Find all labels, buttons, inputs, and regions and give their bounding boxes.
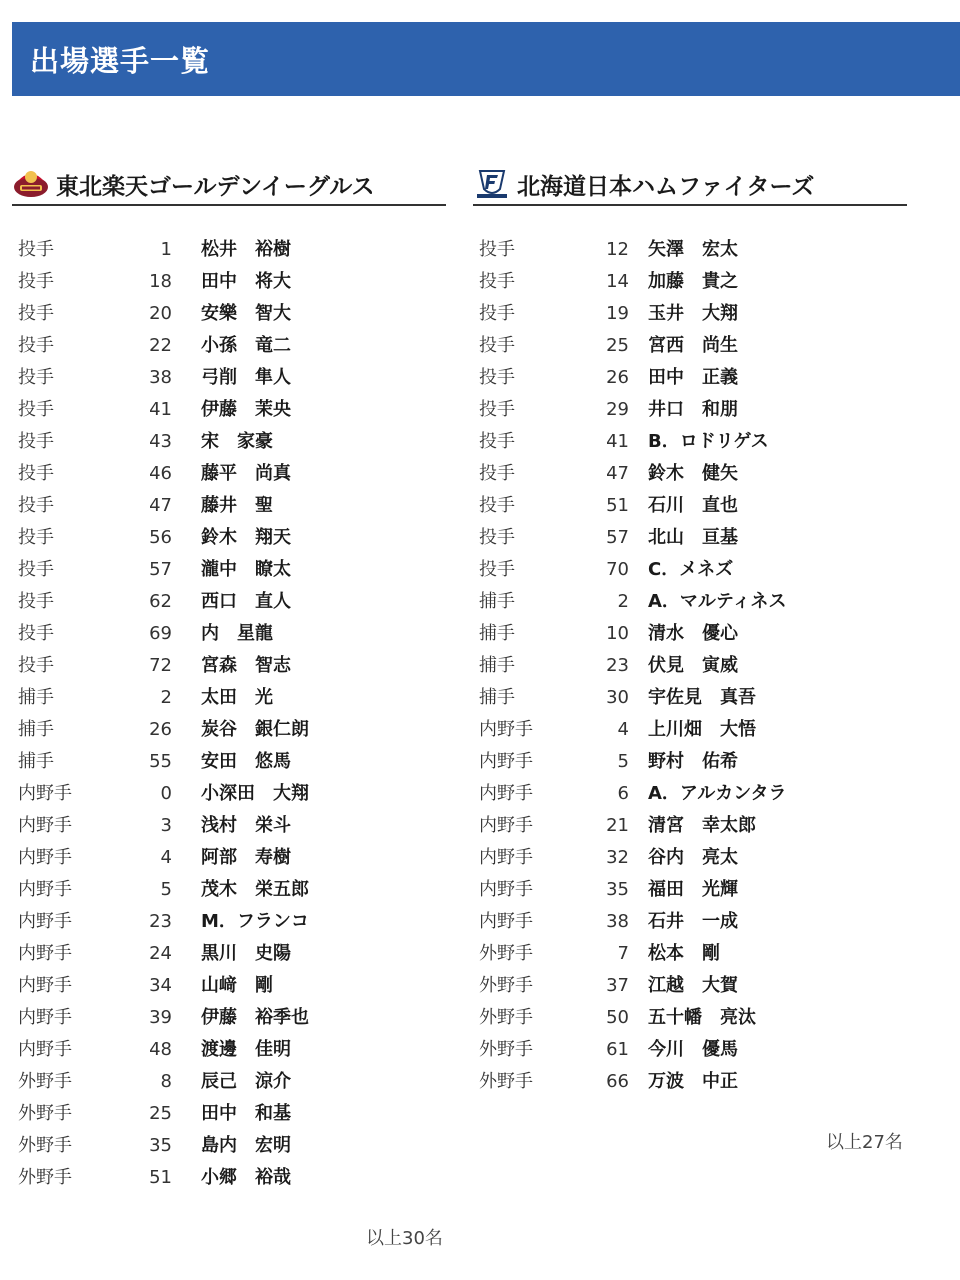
player-row	[18, 1098, 438, 1130]
player-name: 浅村 栄斗	[201, 815, 291, 836]
player-position: 内野手	[479, 783, 533, 804]
player-row	[479, 810, 899, 842]
player-row	[18, 1034, 438, 1066]
player-number: 62	[149, 591, 172, 612]
player-number: 3	[160, 815, 172, 836]
player-name: 田中 将大	[201, 271, 291, 292]
player-number: 70	[606, 559, 629, 580]
player-position: 外野手	[18, 1103, 72, 1124]
player-position: 外野手	[479, 975, 533, 996]
player-name: 黒川 史陽	[201, 943, 291, 964]
player-position: 内野手	[18, 1039, 72, 1060]
player-name: 阿部 寿樹	[201, 847, 291, 868]
player-row	[479, 938, 899, 970]
player-position: 外野手	[479, 1007, 533, 1028]
player-name: 茂木 栄五郎	[201, 879, 309, 900]
player-row	[18, 746, 438, 778]
player-position: 投手	[18, 495, 54, 516]
player-position: 外野手	[479, 943, 533, 964]
player-name: A．マルティネス	[648, 591, 787, 612]
player-position: 捕手	[479, 655, 515, 676]
player-position: 捕手	[479, 623, 515, 644]
player-number: 30	[606, 687, 629, 708]
team-name: 東北楽天ゴールデンイーグルス	[56, 173, 375, 200]
player-row	[18, 970, 438, 1002]
player-name: 内 星龍	[201, 623, 273, 644]
player-position: 投手	[18, 399, 54, 420]
player-position: 投手	[18, 527, 54, 548]
player-number: 8	[160, 1071, 172, 1092]
player-name: 松本 剛	[648, 943, 720, 964]
player-name: 松井 裕樹	[201, 239, 291, 260]
player-row	[18, 1002, 438, 1034]
player-row	[479, 330, 899, 362]
player-number: 2	[617, 591, 629, 612]
player-name: 西口 直人	[201, 591, 291, 612]
player-position: 投手	[18, 271, 54, 292]
player-name: 渡邊 佳明	[201, 1039, 291, 1060]
team-section-fighters	[473, 166, 907, 1092]
player-position: 投手	[479, 335, 515, 356]
player-number: 25	[149, 1103, 172, 1124]
player-position: 内野手	[18, 815, 72, 836]
player-number: 0	[160, 783, 172, 804]
player-name: 弓削 隼人	[201, 367, 291, 388]
player-number: 38	[149, 367, 172, 388]
player-row	[479, 586, 899, 618]
player-position: 投手	[18, 655, 54, 676]
player-name: M．フランコ	[201, 911, 309, 932]
player-position: 投手	[479, 303, 515, 324]
player-number: 6	[617, 783, 629, 804]
player-position: 内野手	[18, 911, 72, 932]
player-row	[479, 746, 899, 778]
player-row	[479, 490, 899, 522]
player-number: 37	[606, 975, 629, 996]
player-position: 投手	[18, 335, 54, 356]
player-number: 23	[606, 655, 629, 676]
player-number: 41	[606, 431, 629, 452]
player-number: 2	[160, 687, 172, 708]
player-position: 投手	[479, 463, 515, 484]
player-row	[18, 682, 438, 714]
player-row	[479, 522, 899, 554]
player-position: 投手	[18, 559, 54, 580]
player-roster	[18, 234, 438, 1194]
player-row	[479, 266, 899, 298]
team-section-eagles	[12, 166, 446, 1188]
player-position: 投手	[18, 431, 54, 452]
player-name: 谷内 亮太	[648, 847, 738, 868]
player-number: 46	[149, 463, 172, 484]
player-number: 51	[606, 495, 629, 516]
player-row	[479, 970, 899, 1002]
player-position: 捕手	[18, 687, 54, 708]
player-position: 投手	[18, 591, 54, 612]
player-position: 内野手	[479, 815, 533, 836]
player-row	[479, 1066, 899, 1098]
player-position: 投手	[18, 623, 54, 644]
player-name: 上川畑 大悟	[648, 719, 756, 740]
player-name: 伊藤 裕季也	[201, 1007, 309, 1028]
player-name: C．メネズ	[648, 559, 734, 580]
player-name: 辰己 涼介	[201, 1071, 291, 1092]
player-name: 福田 光輝	[648, 879, 738, 900]
player-position: 投手	[479, 431, 515, 452]
player-name: 北山 亘基	[648, 527, 738, 548]
player-number: 69	[149, 623, 172, 644]
player-number: 38	[606, 911, 629, 932]
player-row	[479, 554, 899, 586]
player-position: 内野手	[18, 847, 72, 868]
player-row	[18, 810, 438, 842]
player-row	[479, 458, 899, 490]
player-position: 内野手	[18, 943, 72, 964]
player-number: 26	[606, 367, 629, 388]
player-name: 太田 光	[201, 687, 273, 708]
player-position: 投手	[479, 367, 515, 388]
total-count-eagles: 以上30名	[366, 1228, 443, 1249]
player-position: 内野手	[479, 751, 533, 772]
player-position: 内野手	[479, 879, 533, 900]
player-name: 宮森 智志	[201, 655, 291, 676]
player-name: 安田 悠馬	[201, 751, 291, 772]
player-number: 29	[606, 399, 629, 420]
player-position: 投手	[18, 239, 54, 260]
player-row	[18, 554, 438, 586]
player-name: 清水 優心	[648, 623, 738, 644]
player-name: 鈴木 健矢	[648, 463, 738, 484]
player-position: 投手	[479, 527, 515, 548]
player-position: 捕手	[18, 719, 54, 740]
player-number: 50	[606, 1007, 629, 1028]
player-number: 72	[149, 655, 172, 676]
player-position: 外野手	[18, 1135, 72, 1156]
player-row	[479, 906, 899, 938]
player-number: 34	[149, 975, 172, 996]
player-number: 26	[149, 719, 172, 740]
player-position: 外野手	[479, 1039, 533, 1060]
player-name: 安樂 智大	[201, 303, 291, 324]
player-row	[18, 618, 438, 650]
player-name: 玉井 大翔	[648, 303, 738, 324]
player-number: 25	[606, 335, 629, 356]
player-number: 7	[617, 943, 629, 964]
player-position: 捕手	[18, 751, 54, 772]
player-number: 4	[160, 847, 172, 868]
player-name: 宮西 尚生	[648, 335, 738, 356]
player-position: 内野手	[479, 719, 533, 740]
player-row	[479, 394, 899, 426]
player-row	[18, 586, 438, 618]
player-number: 61	[606, 1039, 629, 1060]
team-header	[473, 166, 907, 206]
player-row	[18, 1066, 438, 1098]
player-number: 51	[149, 1167, 172, 1188]
player-number: 47	[149, 495, 172, 516]
player-row	[18, 330, 438, 362]
player-name: 伏見 寅威	[648, 655, 738, 676]
player-name: 藤平 尚真	[201, 463, 291, 484]
fighters-logo-icon	[473, 167, 511, 201]
player-row	[18, 394, 438, 426]
player-name: 野村 佑希	[648, 751, 738, 772]
player-number: 35	[606, 879, 629, 900]
player-name: 小郷 裕哉	[201, 1167, 291, 1188]
eagles-logo-icon	[12, 167, 50, 201]
player-number: 23	[149, 911, 172, 932]
player-row	[479, 234, 899, 266]
player-row	[18, 522, 438, 554]
total-count-fighters: 以上27名	[826, 1132, 903, 1153]
player-row	[18, 362, 438, 394]
player-name: 清宮 幸太郎	[648, 815, 756, 836]
player-name: 伊藤 茉央	[201, 399, 291, 420]
player-row	[479, 426, 899, 458]
player-row	[18, 650, 438, 682]
player-number: 5	[617, 751, 629, 772]
player-number: 48	[149, 1039, 172, 1060]
player-name: 矢澤 宏太	[648, 239, 738, 260]
player-row	[479, 682, 899, 714]
player-row	[18, 842, 438, 874]
player-position: 内野手	[18, 975, 72, 996]
player-name: 井口 和朋	[648, 399, 738, 420]
player-row	[18, 298, 438, 330]
player-row	[18, 938, 438, 970]
player-number: 57	[606, 527, 629, 548]
player-row	[18, 266, 438, 298]
player-position: 外野手	[18, 1167, 72, 1188]
player-number: 43	[149, 431, 172, 452]
player-position: 投手	[479, 271, 515, 292]
player-row	[479, 362, 899, 394]
player-number: 1	[160, 239, 172, 260]
player-name: 炭谷 銀仁朗	[201, 719, 309, 740]
player-number: 10	[606, 623, 629, 644]
player-name: 藤井 聖	[201, 495, 273, 516]
player-row	[18, 1130, 438, 1162]
player-number: 39	[149, 1007, 172, 1028]
player-position: 投手	[479, 559, 515, 580]
player-position: 外野手	[479, 1071, 533, 1092]
player-row	[479, 1034, 899, 1066]
player-name: 瀧中 瞭太	[201, 559, 291, 580]
player-name: 田中 和基	[201, 1103, 291, 1124]
player-position: 投手	[479, 239, 515, 260]
player-name: 宇佐見 真吾	[648, 687, 756, 708]
player-name: 鈴木 翔天	[201, 527, 291, 548]
player-number: 55	[149, 751, 172, 772]
player-name: 今川 優馬	[648, 1039, 738, 1060]
player-row	[479, 298, 899, 330]
player-row	[18, 458, 438, 490]
team-header	[12, 166, 446, 206]
player-position: 内野手	[18, 879, 72, 900]
player-position: 投手	[18, 367, 54, 388]
player-number: 20	[149, 303, 172, 324]
player-name: 石川 直也	[648, 495, 738, 516]
player-row	[479, 842, 899, 874]
player-name: 田中 正義	[648, 367, 738, 388]
player-row	[18, 234, 438, 266]
player-number: 35	[149, 1135, 172, 1156]
player-row	[479, 874, 899, 906]
player-number: 19	[606, 303, 629, 324]
player-position: 投手	[18, 463, 54, 484]
player-number: 41	[149, 399, 172, 420]
player-name: 万波 中正	[648, 1071, 738, 1092]
player-name: 山﨑 剛	[201, 975, 273, 996]
player-name: 江越 大賀	[648, 975, 738, 996]
player-row	[479, 778, 899, 810]
page-header-banner	[12, 22, 960, 96]
player-position: 内野手	[479, 911, 533, 932]
player-position: 外野手	[18, 1071, 72, 1092]
player-position: 投手	[18, 303, 54, 324]
player-position: 捕手	[479, 591, 515, 612]
player-row	[18, 778, 438, 810]
player-name: 石井 一成	[648, 911, 738, 932]
player-number: 56	[149, 527, 172, 548]
player-number: 12	[606, 239, 629, 260]
team-name: 北海道日本ハムファイターズ	[517, 173, 815, 200]
player-position: 捕手	[479, 687, 515, 708]
player-name: 五十幡 亮汰	[648, 1007, 756, 1028]
player-name: B．ロドリゲス	[648, 431, 769, 452]
player-number: 18	[149, 271, 172, 292]
player-row	[18, 490, 438, 522]
player-number: 22	[149, 335, 172, 356]
player-row	[18, 874, 438, 906]
player-number: 4	[617, 719, 629, 740]
player-row	[479, 650, 899, 682]
player-number: 21	[606, 815, 629, 836]
page-title: 出場選手一覧	[30, 43, 211, 78]
player-name: 小孫 竜二	[201, 335, 291, 356]
player-roster	[479, 234, 899, 1098]
player-number: 14	[606, 271, 629, 292]
player-row	[479, 714, 899, 746]
player-number: 47	[606, 463, 629, 484]
player-name: 島内 宏明	[201, 1135, 291, 1156]
player-number: 5	[160, 879, 172, 900]
player-name: A．アルカンタラ	[648, 783, 787, 804]
player-number: 24	[149, 943, 172, 964]
player-number: 57	[149, 559, 172, 580]
player-name: 加藤 貴之	[648, 271, 738, 292]
player-row	[18, 1162, 438, 1194]
player-name: 小深田 大翔	[201, 783, 309, 804]
player-number: 32	[606, 847, 629, 868]
player-position: 内野手	[18, 783, 72, 804]
player-row	[18, 906, 438, 938]
player-position: 投手	[479, 495, 515, 516]
player-row	[479, 618, 899, 650]
player-position: 投手	[479, 399, 515, 420]
player-position: 内野手	[479, 847, 533, 868]
player-name: 宋 家豪	[201, 431, 273, 452]
player-number: 66	[606, 1071, 629, 1092]
player-row	[18, 714, 438, 746]
player-row	[479, 1002, 899, 1034]
player-row	[18, 426, 438, 458]
player-position: 内野手	[18, 1007, 72, 1028]
